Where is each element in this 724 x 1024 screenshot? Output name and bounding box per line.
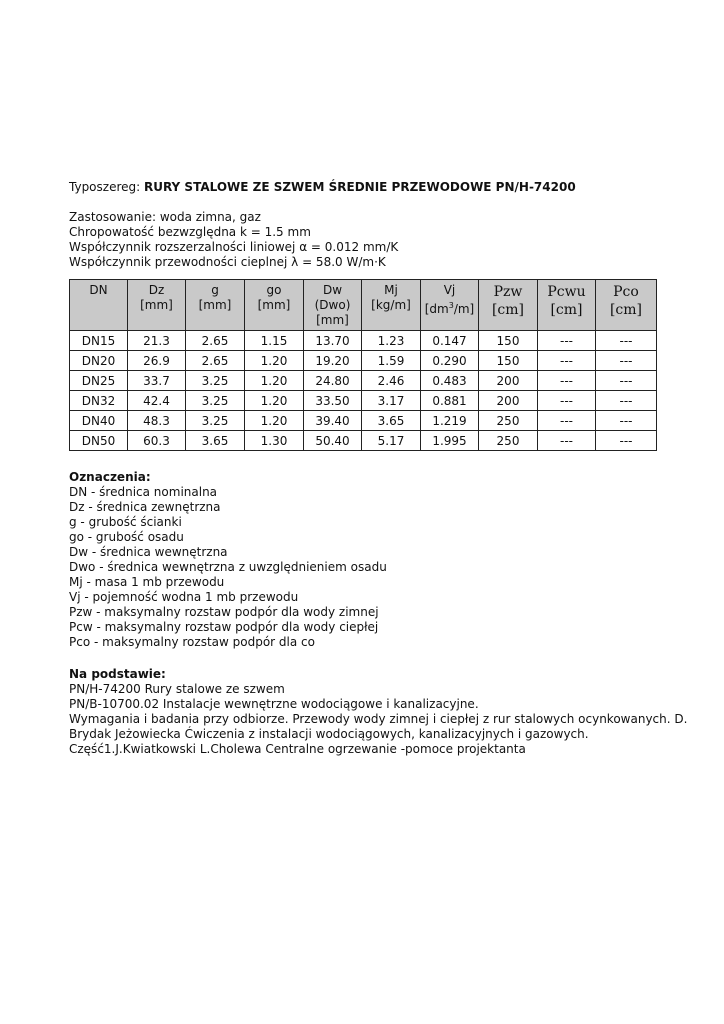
property-application: Zastosowanie: woda zimna, gaz — [69, 210, 261, 224]
table-cell: 3.25 — [186, 391, 245, 411]
table-cell: --- — [596, 351, 657, 371]
table-cell: 3.65 — [186, 431, 245, 451]
table-row — [70, 351, 657, 371]
table-body — [70, 331, 657, 451]
table-cell: 1.59 — [362, 351, 421, 371]
table-cell: 1.30 — [245, 431, 304, 451]
table-cell: 1.20 — [245, 391, 304, 411]
table-row — [70, 331, 657, 351]
pipe-spec-table — [69, 279, 657, 451]
table-cell: --- — [596, 431, 657, 451]
legend-item: Dz - średnica zewnętrzna — [69, 500, 221, 514]
legend-item: Pco - maksymalny rozstaw podpór dla co — [69, 635, 315, 649]
title-text: RURY STALOWE ZE SZWEM ŚREDNIE PRZEWODOWE PN/H-74200 — [143, 180, 576, 194]
source-item: PN/H-74200 Rury stalowe ze szwem — [69, 682, 285, 696]
table-cell: 150 — [479, 351, 538, 371]
legend-item: g - grubość ścianki — [69, 515, 182, 529]
table-cell: 1.23 — [362, 331, 421, 351]
table-row — [70, 431, 657, 451]
table-cell: --- — [538, 431, 596, 451]
table-cell: 3.25 — [186, 411, 245, 431]
table-cell: 150 — [479, 331, 538, 351]
table-cell: 48.3 — [128, 411, 186, 431]
legend-item: Pcw - maksymalny rozstaw podpór dla wody ciepłej — [69, 620, 379, 634]
table-cell: 0.290 — [421, 351, 479, 371]
table-cell: DN25 — [70, 371, 128, 391]
legend-item: Dwo - średnica wewnętrzna z uwzględnieniem osadu — [69, 560, 387, 574]
legend-heading: Oznaczenia: — [69, 470, 151, 484]
legend-item: go - grubość osadu — [69, 530, 184, 544]
table-cell: 33.7 — [128, 371, 186, 391]
legend-block — [69, 470, 657, 650]
table-cell: 250 — [479, 431, 538, 451]
table-cell: 2.46 — [362, 371, 421, 391]
table-cell: 1.15 — [245, 331, 304, 351]
table-cell: 5.17 — [362, 431, 421, 451]
table-cell: 42.4 — [128, 391, 186, 411]
header-pco: Pco [cm] — [596, 280, 657, 331]
header-pcwu: Pcwu [cm] — [538, 280, 596, 331]
header-mj: Mj [kg/m] — [362, 280, 421, 331]
table-row — [70, 391, 657, 411]
property-conductivity: Współczynnik przewodności cieplnej λ = 58.0 W/m·K — [69, 255, 386, 269]
sources-block — [69, 667, 688, 757]
table-cell: 250 — [479, 411, 538, 431]
table-cell: --- — [596, 411, 657, 431]
table-cell: --- — [538, 371, 596, 391]
header-vj: Vj $[dm^3/m]$ — [421, 280, 479, 331]
table-cell: 1.20 — [245, 411, 304, 431]
table-row — [70, 411, 657, 431]
table-cell: --- — [538, 351, 596, 371]
source-item: Wymagania i badania przy odbiorze. Przewody wody zimnej i ciepłej z rur stalowych ocynkowanych. D. — [69, 712, 688, 726]
table-cell: 3.65 — [362, 411, 421, 431]
table-cell: 0.147 — [421, 331, 479, 351]
table-cell: 13.70 — [304, 331, 362, 351]
table-cell: 26.9 — [128, 351, 186, 371]
table-cell: 3.17 — [362, 391, 421, 411]
table-cell: DN20 — [70, 351, 128, 371]
document-page — [69, 180, 688, 757]
table-cell: 3.25 — [186, 371, 245, 391]
table-cell: --- — [596, 331, 657, 351]
header-g: g [mm] — [186, 280, 245, 331]
table-cell: 21.3 — [128, 331, 186, 351]
table-cell: --- — [596, 371, 657, 391]
table-cell: 2.65 — [186, 331, 245, 351]
source-item: PN/B-10700.02 Instalacje wewnętrzne wodociągowe i kanalizacyjne. — [69, 697, 479, 711]
source-item: Część1.J.Kwiatkowski L.Cholewa Centralne ogrzewanie -pomoce projektanta — [69, 742, 526, 756]
table-cell: 0.483 — [421, 371, 479, 391]
table-cell: --- — [538, 411, 596, 431]
legend-item: Mj - masa 1 mb przewodu — [69, 575, 225, 589]
property-roughness: Chropowatość bezwzględna k = 1.5 mm — [69, 225, 311, 239]
table-cell: --- — [538, 331, 596, 351]
table-cell: DN50 — [70, 431, 128, 451]
table-cell: 1.20 — [245, 371, 304, 391]
header-dn: DN — [70, 280, 128, 331]
table-cell: 200 — [479, 371, 538, 391]
legend-item: DN - średnica nominalna — [69, 485, 218, 499]
title-prefix: Typoszereg: — [69, 180, 144, 194]
legend-item: Pzw - maksymalny rozstaw podpór dla wody zimnej — [69, 605, 379, 619]
document-title — [69, 180, 657, 195]
table-row — [70, 371, 657, 391]
sources-heading: Na podstawie: — [69, 667, 166, 681]
legend-item: Vj - pojemność wodna 1 mb przewodu — [69, 590, 299, 604]
source-item: Brydak Jeżowiecka Ćwiczenia z instalacji wodociągowych, kanalizacyjnych i gazowych. — [69, 727, 589, 741]
table-cell: 50.40 — [304, 431, 362, 451]
table-cell: 39.40 — [304, 411, 362, 431]
table-cell: 60.3 — [128, 431, 186, 451]
properties-block — [69, 210, 657, 270]
header-go: go [mm] — [245, 280, 304, 331]
table-cell: 200 — [479, 391, 538, 411]
table-cell: 24.80 — [304, 371, 362, 391]
table-cell: 1.995 — [421, 431, 479, 451]
table-header-row — [70, 280, 657, 331]
table-cell: 19.20 — [304, 351, 362, 371]
header-dw: Dw (Dwo) [mm] — [304, 280, 362, 331]
header-pzw: Pzw [cm] — [479, 280, 538, 331]
table-cell: 1.219 — [421, 411, 479, 431]
header-dz: Dz [mm] — [128, 280, 186, 331]
table-cell: DN15 — [70, 331, 128, 351]
table-cell: 0.881 — [421, 391, 479, 411]
table-cell: DN32 — [70, 391, 128, 411]
table-cell: --- — [538, 391, 596, 411]
table-cell: 33.50 — [304, 391, 362, 411]
table-cell: --- — [596, 391, 657, 411]
table-cell: 1.20 — [245, 351, 304, 371]
table-cell: 2.65 — [186, 351, 245, 371]
property-expansion: Współczynnik rozszerzalności liniowej α = 0.012 mm/K — [69, 240, 399, 254]
legend-item: Dw - średnica wewnętrzna — [69, 545, 228, 559]
table-cell: DN40 — [70, 411, 128, 431]
